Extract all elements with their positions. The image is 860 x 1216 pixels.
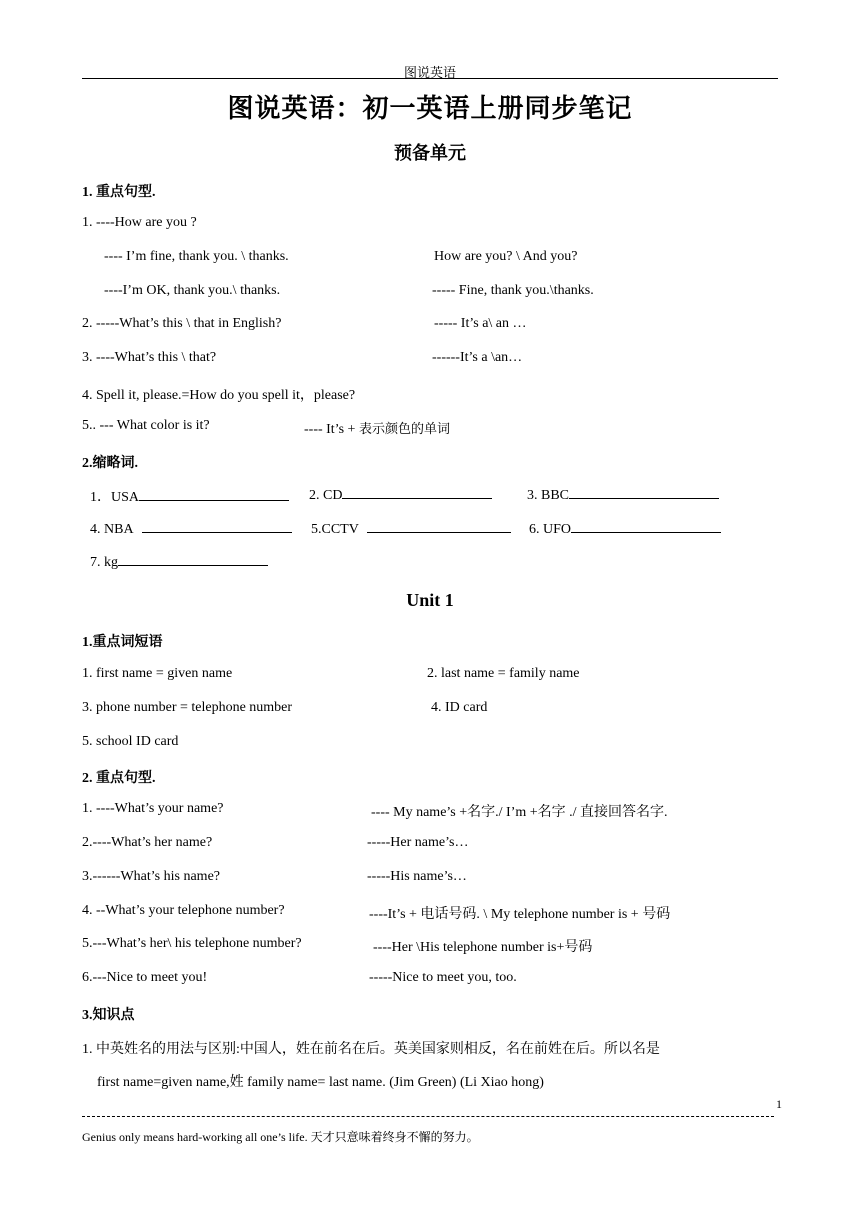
page-number: 1 bbox=[776, 1097, 782, 1111]
phrase-1: 1. first name = given name bbox=[82, 666, 233, 681]
abbr-item-usa: 1．USA bbox=[90, 486, 289, 506]
prep-row-7-right bbox=[304, 418, 450, 438]
sentence-6-question: 6.---Nice to meet you! bbox=[82, 970, 208, 985]
prep-heading-abbreviations: 2.缩略词. bbox=[82, 456, 138, 471]
prep-row-7-right-cn: 表示颜色的单词 bbox=[358, 422, 450, 437]
prep-row-5-right: ------It’s a \an… bbox=[432, 350, 523, 365]
prep-row-3-left: ----I’m OK, thank you.\ thanks. bbox=[104, 283, 281, 298]
page-title: 图说英语：初一英语上册同步笔记 bbox=[227, 94, 633, 124]
footer-quote: Genius only means hard-working all one’s life. 天才只意味着终身不懈的努力。 bbox=[82, 1130, 479, 1144]
unit1-heading-phrases: 1.重点词短语 bbox=[82, 635, 163, 650]
sentence-3-answer: -----His name’s… bbox=[367, 869, 467, 884]
prep-row-7-right-en: ---- It’s + bbox=[304, 422, 359, 437]
prep-row-2-right: How are you? \ And you? bbox=[434, 249, 578, 264]
phrase-3: 3. phone number = telephone number bbox=[82, 700, 293, 715]
prep-row-4-right: ----- It’s a\ an … bbox=[434, 316, 527, 331]
abbr-blank-cd[interactable] bbox=[342, 486, 492, 499]
abbr-item-nba: 4. NBA bbox=[90, 520, 292, 538]
sentence-2-answer: -----Her name’s… bbox=[367, 835, 469, 850]
sentence-1-question: 1. ----What’s your name? bbox=[82, 801, 224, 816]
abbr-item-cd: 2. CD bbox=[309, 486, 492, 504]
prep-row-6: 4. Spell it, please.=How do you spell it，please? bbox=[82, 388, 356, 403]
header-rule bbox=[82, 78, 778, 79]
unit1-heading-sentences: 2. 重点句型. bbox=[82, 771, 156, 786]
knowledge-note-line-2: first name=given name,姓 family name= last name. (Jim Green) (Li Xiao hong) bbox=[97, 1075, 544, 1090]
abbr-item-kg: 7. kg bbox=[90, 553, 268, 571]
prep-row-4-left: 2. -----What’s this \ that in English? bbox=[82, 316, 282, 331]
prep-heading-sentences: 1. 重点句型. bbox=[82, 185, 156, 200]
abbr-blank-ufo[interactable] bbox=[571, 520, 721, 533]
section-subtitle: 预备单元 bbox=[394, 143, 466, 164]
prep-row-7-left: 5.. --- What color is it? bbox=[82, 418, 210, 433]
running-header: 图说英语 bbox=[403, 66, 456, 81]
prep-row-2-left: ---- I’m fine, thank you. \ thanks. bbox=[104, 249, 289, 264]
abbr-item-ufo: 6. UFO bbox=[529, 520, 721, 538]
unit1-heading-knowledge: 3.知识点 bbox=[82, 1008, 135, 1023]
sentence-5-answer: ----Her \His telephone number is+号码 bbox=[373, 940, 593, 955]
footer-dashed-rule bbox=[82, 1116, 774, 1117]
abbr-item-bbc: 3. BBC bbox=[527, 486, 719, 504]
abbr-blank-cctv[interactable] bbox=[367, 520, 511, 533]
abbr-item-cctv: 5.CCTV bbox=[311, 520, 511, 538]
sentence-4-question: 4. --What’s your telephone number? bbox=[82, 903, 285, 918]
abbr-blank-bbc[interactable] bbox=[569, 486, 719, 499]
sentence-3-question: 3.------What’s his name? bbox=[82, 869, 220, 884]
sentence-5-question: 5.---What’s her\ his telephone number? bbox=[82, 936, 302, 951]
prep-row-5-left: 3. ----What’s this \ that? bbox=[82, 350, 217, 365]
prep-row-1-left: 1. ----How are you ? bbox=[82, 215, 197, 230]
phrase-5: 5. school ID card bbox=[82, 734, 179, 749]
sentence-6-answer: -----Nice to meet you, too. bbox=[369, 970, 517, 985]
abbr-blank-kg[interactable] bbox=[118, 553, 268, 566]
abbr-blank-usa[interactable] bbox=[139, 488, 289, 501]
abbr-blank-nba[interactable] bbox=[142, 520, 292, 533]
phrase-4: 4. ID card bbox=[431, 700, 488, 715]
knowledge-note-line-1: 1. 中英姓名的用法与区别:中国人，姓在前名在后。英美国家则相反，名在前姓在后。所以名是 bbox=[82, 1042, 660, 1057]
sentence-2-question: 2.----What’s her name? bbox=[82, 835, 213, 850]
sentence-4-answer: ----It’s + 电话号码. \ My telephone number is + 号码 bbox=[369, 907, 671, 922]
unit-heading: Unit 1 bbox=[406, 590, 454, 610]
sentence-1-answer: ---- My name’s +名字./ I’m +名字 ./ 直接回答名字. bbox=[371, 805, 668, 820]
phrase-2: 2. last name = family name bbox=[427, 666, 580, 681]
prep-row-3-right: ----- Fine, thank you.\thanks. bbox=[432, 283, 594, 298]
